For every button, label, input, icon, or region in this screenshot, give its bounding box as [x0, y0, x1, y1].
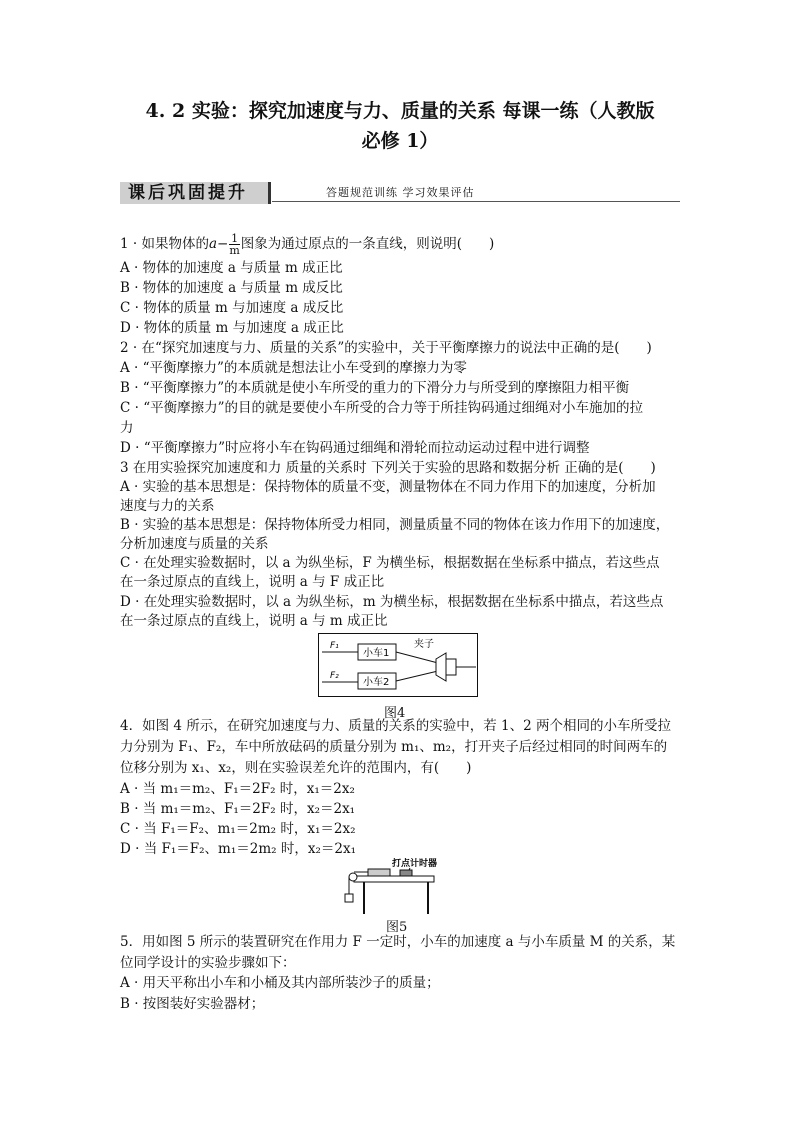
q3-option-d-line2: 在一条过原点的直线上，说明 a 与 m 成正比 [120, 613, 388, 629]
q4-option-c: C · 当 F₁＝F₂、m₁＝2m₂ 时，x₁＝2x₂ [120, 821, 356, 837]
q4-option-a: A · 当 m₁＝m₂、F₁＝2F₂ 时，x₁＝2x₂ [120, 781, 355, 797]
fig4-f1-label: F₁ [330, 641, 339, 651]
q2-stem: 2 · 在“探究加速度与力、质量的关系”的实验中，关于平衡摩擦力的说法中正确的是( ) [120, 340, 652, 356]
q2-option-c-line1: C · “平衡摩擦力”的目的就是要使小车所受的合力等于所挂钩码通过细绳对小车施加的拉 [120, 400, 644, 416]
q1-frac-num: 1 [231, 232, 239, 245]
fig5-pulley-icon [349, 873, 357, 881]
banner-divider [272, 201, 680, 202]
q1-stem-before: 1 · 如果物体的 [120, 236, 209, 252]
q4-stem-line2: 力分别为 F₁、F₂，车中所放砝码的质量分别为 m₁、m₂，打开夹子后经过相同的时间两车的 [120, 739, 668, 755]
fig4-car2-label: 小车2 [363, 677, 390, 688]
q4-option-d: D · 当 F₁＝F₂、m₁＝2m₂ 时，x₂＝2x₁ [120, 841, 356, 857]
fig4-clip-label: 夹子 [414, 639, 434, 650]
q2-option-b: B · “平衡摩擦力”的本质就是使小车所受的重力的下滑分力与所受到的摩擦阻力相平衡 [120, 380, 630, 396]
q1-stem: 1 · 如果物体的a− $\frac{1}{m}$ 图象为通过原点的一条直线，则说明( ) [120, 232, 495, 257]
fig5-bucket-icon [345, 894, 353, 902]
q2-option-c-line2: 力 [120, 420, 134, 436]
q1-fraction [229, 233, 239, 256]
q2-option-d: D · “平衡摩擦力”时应将小车在钩码通过细绳和滑轮而拉动运动过程中进行调整 [120, 440, 590, 456]
q2-option-a: A · “平衡摩擦力”的本质就是想法让小车受到的摩擦力为零 [120, 360, 467, 376]
q1-stem-after: 图象为通过原点的一条直线，则说明( ) [240, 236, 495, 252]
fig4-car1-label: 小车1 [363, 648, 390, 659]
q3-stem: 3 在用实验探究加速度和力 质量的关系时 下列关于实验的思路和数据分析 正确的是( ) [120, 460, 656, 476]
fig5-timer-icon [400, 870, 412, 876]
q3-option-c-line2: 在一条过原点的直线上，说明 a 与 F 成正比 [120, 574, 385, 590]
banner-box [120, 182, 271, 204]
q5-stem-line2: 位同学设计的实验步骤如下： [120, 955, 296, 971]
fig4-clip-body [446, 659, 456, 675]
q5-option-a: A · 用天平称出小车和小桶及其内部所装沙子的质量； [120, 975, 440, 991]
figure-5-caption: 图5 [386, 920, 408, 935]
q4-option-b: B · 当 m₁＝m₂、F₁＝2F₂ 时，x₂＝2x₁ [120, 801, 356, 817]
fig5-cart [368, 869, 390, 876]
fig5-board [354, 876, 434, 882]
q3-option-b-line2: 分析加速度与质量的关系 [120, 536, 269, 552]
page-title-line2: 必修 1） [361, 130, 439, 152]
fig4-f2-label: F₂ [330, 671, 339, 681]
fig5-timer-label: 打点计时器 [392, 859, 438, 869]
q5-option-b: B · 按图装好实验器材； [120, 996, 265, 1012]
banner-title: 课后巩固提升 [128, 183, 248, 203]
q1-option-b: B · 物体的加速度 a 与质量 m 成反比 [120, 280, 343, 296]
q1-frac-den: m [229, 244, 240, 257]
q5-stem-line1: 5．用如图 5 所示的装置研究在作用力 F 一定时，小车的加速度 a 与小车质量 M 的关系，某 [120, 934, 676, 950]
q1-option-a: A · 物体的加速度 a 与质量 m 成正比 [120, 260, 343, 276]
q3-option-a-line1: A · 实验的基本思想是：保持物体的质量不变，测量物体在不同力作用下的加速度，分析加 [120, 479, 656, 495]
q3-option-d-line1: D · 在处理实验数据时，以 a 为纵坐标，m 为横坐标，根据数据在坐标系中描点，若这些点 [120, 594, 664, 610]
banner-subtitle: 答题规范训练 学习效果评估 [326, 186, 475, 199]
page-title-line1: 4. 2 实验：探究加速度与力、质量的关系 每课一练（人教版 [145, 100, 655, 122]
q4-stem-line3: 位移分别为 x₁、x₂，则在实验误差允许的范围内，有( ) [120, 760, 472, 776]
figure-4-caption: 图4 [384, 706, 406, 721]
q1-option-d: D · 物体的质量 m 与加速度 a 成正比 [120, 320, 344, 336]
q3-option-b-line1: B · 实验的基本思想是：保持物体所受力相同，测量质量不同的物体在该力作用下的加速度， [120, 517, 670, 533]
figure-4-diagram [318, 633, 478, 697]
figure-5-diagram [344, 856, 444, 916]
q1-option-c: C · 物体的质量 m 与加速度 a 成反比 [120, 300, 344, 316]
section-banner [120, 182, 680, 204]
q4-stem-line1: 4．如图 4 所示，在研究加速度与力、质量的关系的实验中，若 1、2 两个相同的小车所受拉 [120, 718, 672, 734]
q3-option-a-line2: 速度与力的关系 [120, 498, 215, 514]
q3-option-c-line1: C · 在处理实验数据时，以 a 为纵坐标，F 为横坐标，根据数据在坐标系中描点，若这些点 [120, 555, 660, 571]
